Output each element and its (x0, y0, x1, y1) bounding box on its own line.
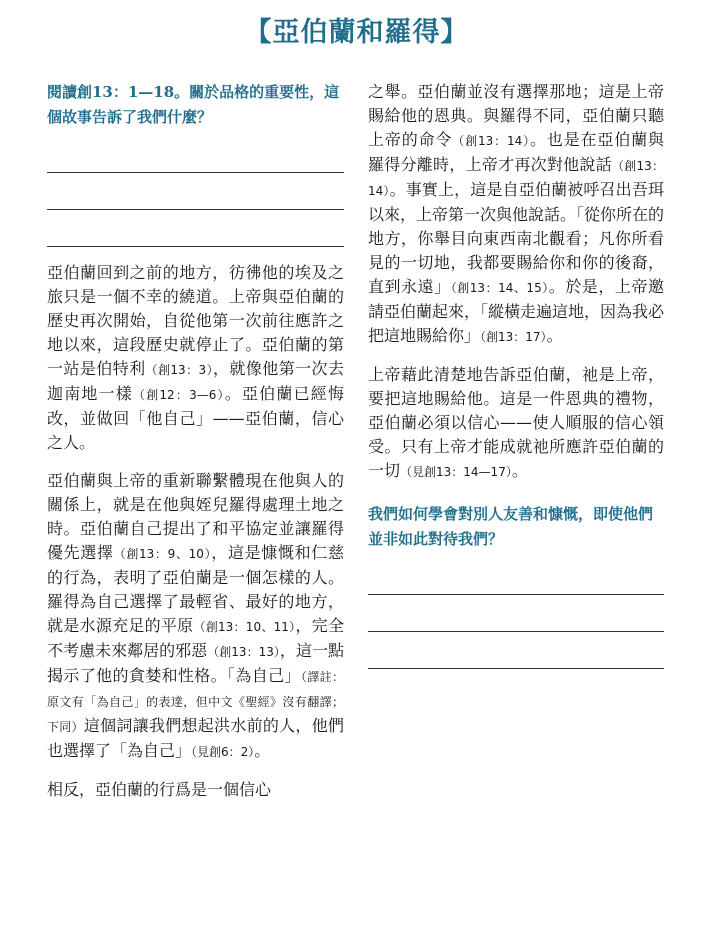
scripture-reference: （見創6：2） (191, 745, 255, 759)
scripture-reference: （創13：3） (145, 363, 213, 377)
question-2: 我們如何學會對別人友善和慷慨，即使他們並非如此對待我們？ (368, 505, 654, 548)
answer-line[interactable] (47, 210, 344, 247)
text-run: 這個詞讓我們想起洪水前的人，他們也選擇了「為自己」 (47, 716, 344, 760)
question-1: 閱讀創13：1—18。關於品格的重要性，這個故事告訴了我們什麼？ (47, 83, 340, 126)
answer-line[interactable] (47, 136, 344, 173)
body-paragraph (47, 261, 344, 455)
left-body-text (47, 261, 344, 802)
body-paragraph (47, 778, 344, 802)
body-paragraph (47, 469, 344, 764)
scripture-reference: （譯註：原文有「為自己」的表達，但中文《聖經》沒有翻譯；下同） (47, 670, 344, 734)
answer-lines-2 (368, 558, 664, 669)
text-run: 亞伯蘭與上帝的重新聯繫體現在他與人的關係上，就是在他與姪兒羅得處理土地之時。亞伯蘭自己提出了和平協定並讓羅得優先選擇 (47, 471, 344, 562)
scripture-reference: （見創13：14—17） (400, 465, 512, 479)
scripture-reference: （創13：9、10） (113, 547, 212, 561)
text-run: 。 (546, 326, 563, 345)
scripture-reference: （創13：14） (368, 159, 664, 198)
answer-line[interactable] (368, 632, 664, 669)
text-run: 。 (254, 741, 271, 760)
scripture-reference: （創13：14） (452, 134, 530, 148)
text-run: 相反，亞伯蘭的行爲是一個信心 (47, 780, 272, 799)
scripture-reference: （創13：17） (480, 330, 547, 344)
answer-line[interactable] (368, 558, 664, 595)
answer-lines-1 (47, 136, 344, 247)
scripture-reference: （創13：14、15） (450, 281, 549, 295)
text-run: 上帝藉此清楚地告訴亞伯蘭，祂是上帝，要把這地賜給他。這是一件恩典的禮物，亞伯蘭必須以信心——使人順服的信心領受。只有上帝才能成就祂所應許亞伯蘭的一切 (368, 365, 664, 480)
answer-line[interactable] (47, 173, 344, 210)
text-run: ，就像他第一次去迦南地一樣 (47, 359, 344, 403)
right-body-text (368, 80, 664, 484)
text-run: 。也是在亞伯蘭與羅得分離時，上帝才再次對他說話 (368, 130, 664, 174)
body-paragraph (368, 80, 664, 349)
body-paragraph (368, 363, 664, 484)
scripture-reference: （創13：10、11） (193, 620, 296, 634)
left-column (47, 80, 344, 802)
text-run: 。事實上，這是自亞伯蘭被呼召出吾珥以來，上帝第一次與他說話。「從你所在的地方，你舉目向東西南北觀看；凡你所看見的一切地，我都要賜給你和你的後裔，直到永遠」 (368, 180, 665, 296)
text-run: ，這一點揭示了他的貪婪和性格。「為自己」 (47, 641, 344, 685)
scripture-reference: （創12：3—6） (133, 388, 225, 402)
text-run: 之舉。亞伯蘭並沒有選擇那地；這是上帝賜給他的恩典。與羅得不同，亞伯蘭只聽上帝的命令 (368, 82, 664, 149)
text-run: 。亞伯蘭已經悔改，並做回「他自己」——亞伯蘭，信心之人。 (47, 384, 344, 452)
scripture-reference: （創13：13） (207, 645, 280, 659)
text-run: 。於是，上帝邀請亞伯蘭起來，「縱橫走遍這地，因為我必把這地賜給你」 (368, 277, 665, 345)
text-run: ，完全不考慮未來鄰居的邪惡 (47, 616, 344, 660)
answer-line[interactable] (368, 595, 664, 632)
text-run: ，這是慷慨和仁慈的行為，表明了亞伯蘭是一個怎樣的人。羅得為自己選擇了最輕省、最好的地方，就是水源充足的平原 (47, 543, 344, 635)
lesson-title: 【亞伯蘭和羅得】 (244, 17, 469, 48)
right-column (368, 80, 664, 669)
text-run: 亞伯蘭回到之前的地方，彷彿他的埃及之旅只是一個不幸的繞道。上帝與亞伯蘭的歷史再次開始，自從他第一次前往應許之地以來，這段歷史就停止了。亞伯蘭的第一站是伯特利 (47, 263, 344, 378)
text-run: 。 (511, 461, 528, 480)
